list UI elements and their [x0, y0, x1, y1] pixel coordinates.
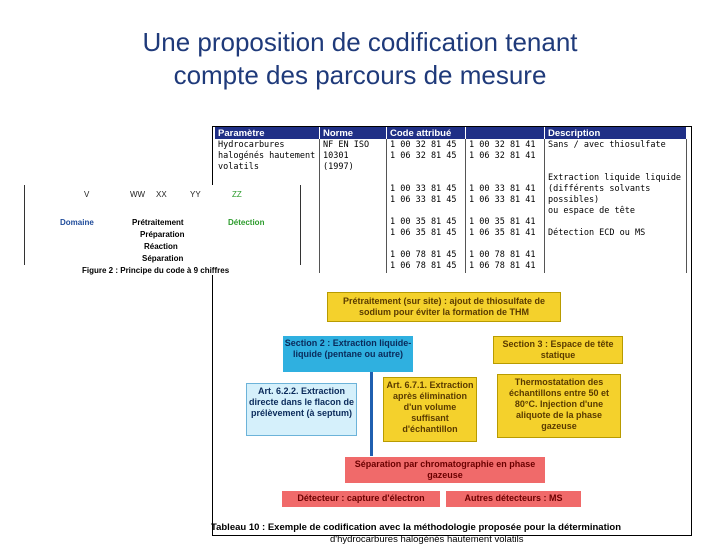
flow-section3-box: Section 3 : Espace de tête statique — [493, 336, 623, 364]
flow-art671-box: Art. 6.7.1. Extraction après élimination d'un volume suffisant d'échantillon — [383, 377, 477, 442]
cell-parametre: Hydrocarbures halogénés hautement volatils — [215, 139, 320, 273]
codes-table-header — [215, 127, 687, 139]
figure2-caption: Figure 2 : Principe du code à 9 chiffres — [82, 266, 230, 275]
flow-detecteur-box: Détecteur : capture d'électron — [282, 491, 440, 507]
cell-norme: NF EN ISO 10301 (1997) — [320, 139, 387, 273]
flow-arrow-down — [370, 372, 373, 456]
slide-title-line1: Une proposition de codification tenant — [142, 27, 578, 57]
header-description: Description — [545, 127, 687, 139]
slide-title — [0, 26, 720, 92]
slide-title-line2: compte des parcours de mesure — [173, 60, 547, 90]
flow-section2-box: Section 2 : Extraction liquide-liquide (pentane ou autre) — [283, 336, 413, 372]
cell-code: 1 00 32 81 45 1 06 32 81 45 1 00 33 81 45 1 06 33 81 45 1 00 35 81 45 1 06 35 81 45 1 00 78 81 45 1 06 78 81 45 — [387, 139, 466, 273]
label-pretraitement: Prétraitement — [132, 218, 184, 227]
label-reaction: Réaction — [144, 242, 178, 251]
header-norme: Norme — [320, 127, 387, 139]
table-caption: Tableau 10 : Exemple de codification avec la méthodologie proposée pour la détermination — [211, 522, 621, 533]
cell-description: Sans / avec thiosulfate Extraction liquide liquide (différents solvants possibles) ou espace de tête Détection ECD ou MS — [545, 139, 687, 273]
code-yy: YY — [190, 190, 201, 199]
flow-autres-box: Autres détecteurs : MS — [446, 491, 581, 507]
figure2-left-border — [24, 185, 25, 265]
flow-separation-box: Séparation par chromatographie en phase gazeuse — [345, 457, 545, 483]
code-ww: WW — [130, 190, 146, 199]
header-code: Code attribué — [387, 127, 466, 139]
header-code2 — [466, 127, 545, 139]
label-detection: Détection — [228, 218, 265, 227]
label-domaine: Domaine — [60, 218, 94, 227]
header-parametre: Paramètre — [215, 127, 320, 139]
flow-pretraitement-box: Prétraitement (sur site) : ajout de thiosulfate de sodium pour éviter la formation de THM — [327, 292, 561, 322]
figure2-panel — [20, 185, 300, 275]
label-separation: Séparation — [142, 254, 184, 263]
code-v: V — [84, 190, 90, 199]
flow-art622-box: Art. 6.2.2. Extraction directe dans le flacon de prélèvement (à septum) — [246, 383, 357, 436]
table-caption-line2: d'hydrocarbures halogénés hautement volatils — [330, 534, 524, 545]
cell-code2: 1 00 32 81 41 1 06 32 81 41 1 00 33 81 41 1 06 33 81 41 1 00 35 81 41 1 06 35 81 41 1 00 78 81 41 1 06 78 81 41 — [466, 139, 545, 273]
flow-thermostat-box: Thermostatation des échantillons entre 50 et 80°C. Injection d'une aliquote de la phase gazeuse — [497, 374, 621, 438]
code-zz: ZZ — [232, 190, 242, 199]
code-xx: XX — [156, 190, 167, 199]
label-preparation: Préparation — [140, 230, 185, 239]
figure2-right-border — [300, 185, 301, 265]
